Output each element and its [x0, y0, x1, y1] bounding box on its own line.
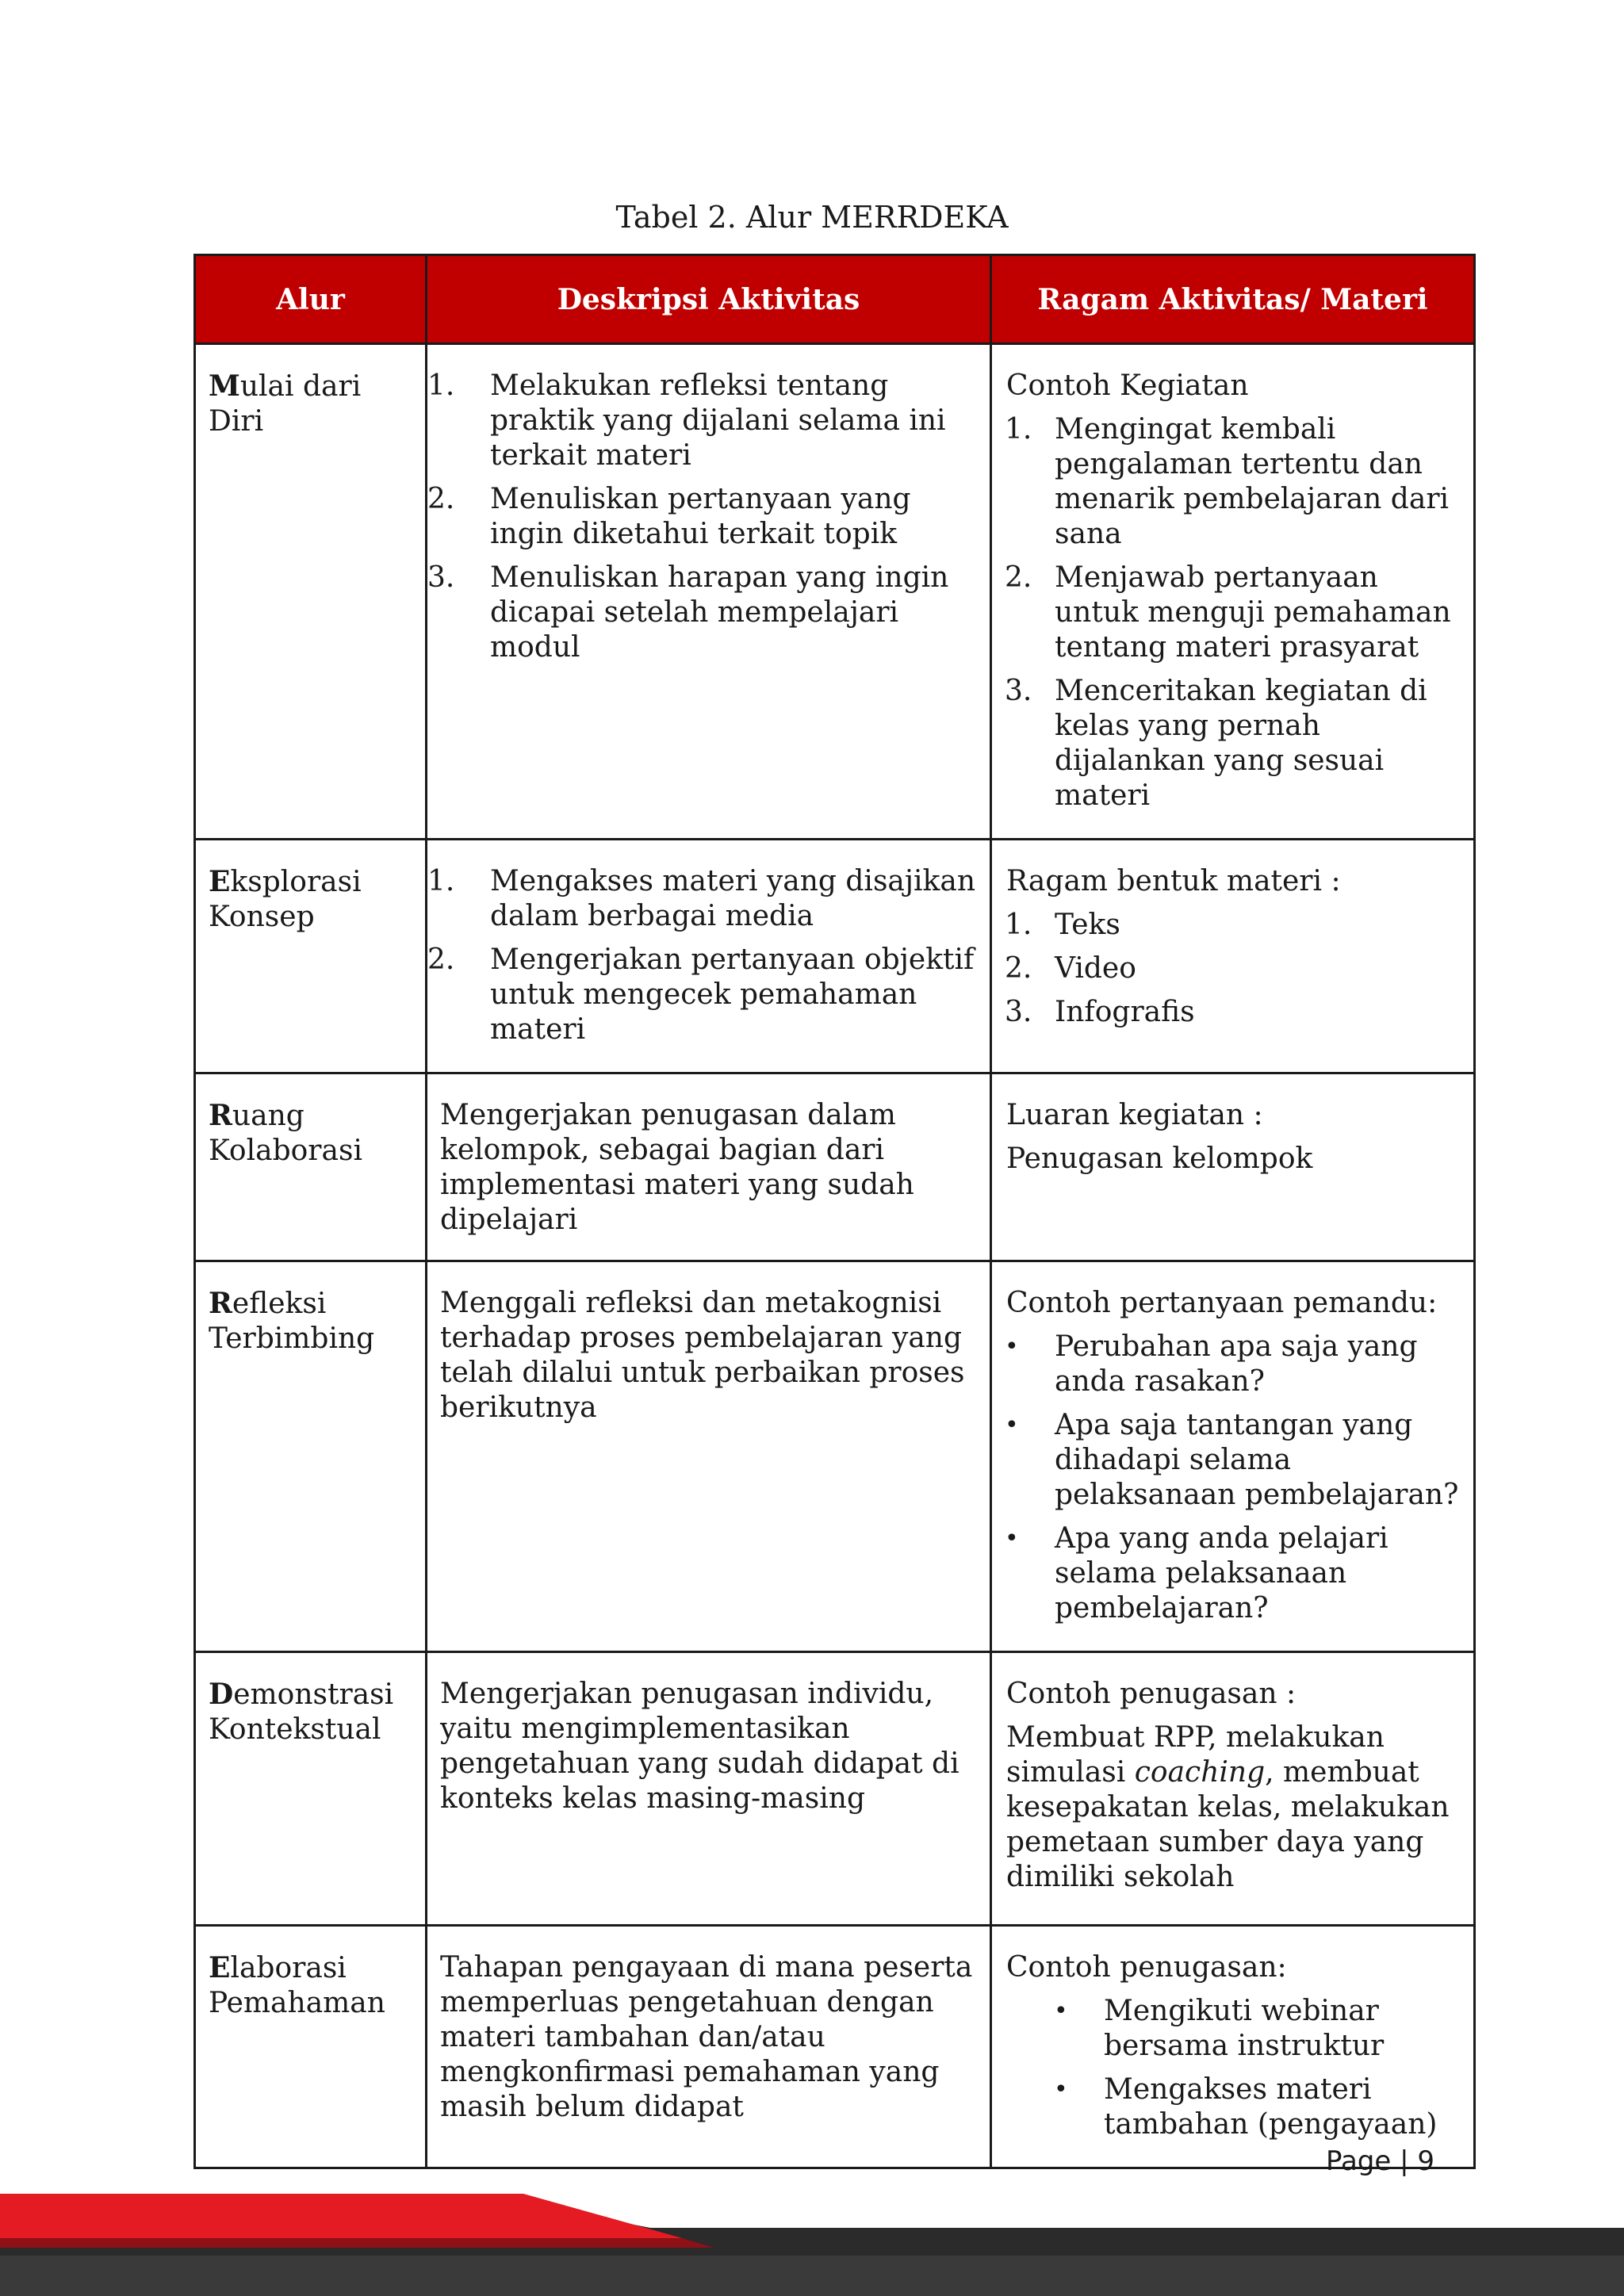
table-row [195, 344, 1475, 840]
header-ragam: Ragam Aktivitas/ Materi [991, 255, 1475, 344]
materi-cell [991, 840, 1475, 1073]
deskripsi-text: Menggali refleksi dan metakognisi terhadap proses pembelajaran yang telah dilalui untuk perbaikan proses berikutnya [440, 1287, 965, 1424]
materi-intro: Contoh pertanyaan pemandu: [1006, 1287, 1438, 1319]
list-item: • Mengikuti webinar bersama instruktur [1054, 1995, 1385, 2062]
table-row [195, 1261, 1475, 1652]
deskripsi-text: Tahapan pengayaan di mana peserta memperluas pengetahuan dengan materi tambahan dan/atau mengkonfirmasi pemahaman yang masih belum didapat [440, 1951, 973, 2123]
deskripsi-cell [427, 840, 991, 1073]
list-item: 1. Mengingat kembali pengalaman tertentu dan menarik pembelajaran dari sana [1005, 413, 1450, 550]
list-item: 3. Infografis [1005, 996, 1195, 1028]
alur-initial: M [209, 369, 240, 403]
table-header-row [195, 255, 1475, 344]
list-item: 2. Video [1005, 952, 1136, 985]
alur-cell [195, 1261, 427, 1652]
alur-label: uang Kolaborasi [209, 1100, 362, 1167]
deskripsi-text: Mengerjakan penugasan individu, yaitu mengimplementasikan pengetahuan yang sudah didapat di konteks kelas masing-masing [440, 1678, 959, 1815]
list-item: 3. Menceritakan kegiatan di kelas yang pernah dijalankan yang sesuai materi [1005, 675, 1427, 812]
list-item: • Perubahan apa saja yang anda rasakan? [1005, 1330, 1418, 1398]
bullet-icon: • [1054, 1997, 1068, 2025]
bullet-icon: • [1005, 1525, 1019, 1552]
alur-initial: R [209, 1287, 232, 1320]
materi-cell [991, 1261, 1475, 1652]
alur-cell [195, 840, 427, 1073]
list-item: 1. Mengakses materi yang disajikan dalam berbagai media [427, 865, 976, 932]
materi-intro: Ragam bentuk materi : [1006, 865, 1341, 897]
list-item: 2. Menuliskan pertanyaan yang ingin diketahui terkait topik [427, 483, 911, 550]
footer-decoration [0, 2168, 1624, 2296]
materi-intro: Contoh penugasan: [1006, 1951, 1287, 1984]
alur-label: ksplorasi Konsep [209, 866, 362, 933]
deskripsi-cell [427, 1073, 991, 1261]
alur-label: laborasi Pemahaman [209, 1952, 385, 2019]
table-row [195, 1652, 1475, 1926]
deskripsi-cell [427, 1926, 991, 2168]
deskripsi-cell [427, 344, 991, 840]
alur-cell [195, 1073, 427, 1261]
list-item: • Apa yang anda pelajari selama pelaksanaan pembelajaran? [1005, 1522, 1388, 1624]
table-caption: Tabel 2. Alur MERRDEKA [615, 200, 1009, 235]
page-number: Page | 9 [1326, 2145, 1435, 2177]
bullet-icon: • [1005, 1333, 1019, 1360]
alur-label: ulai dari Diri [209, 370, 362, 438]
list-item: 1. Melakukan refleksi tentang praktik yang dijalani selama ini terkait materi [427, 369, 946, 472]
list-item: 3. Menuliskan harapan yang ingin dicapai setelah mempelajari modul [427, 561, 949, 664]
footer-band-bottom [0, 2256, 1624, 2296]
footer-band-shadow [0, 2238, 714, 2248]
header-alur: Alur [195, 255, 427, 344]
alur-label: emonstrasi Kontekstual [209, 1678, 394, 1746]
materi-intro: Contoh Kegiatan [1006, 369, 1249, 402]
table-row [195, 1926, 1475, 2168]
deskripsi-cell [427, 1652, 991, 1926]
bullet-icon: • [1005, 1411, 1019, 1439]
header-deskripsi: Deskripsi Aktivitas [427, 255, 991, 344]
deskripsi-cell [427, 1261, 991, 1652]
materi-cell [991, 344, 1475, 840]
deskripsi-text: Mengerjakan penugasan dalam kelompok, sebagai bagian dari implementasi materi yang sudah dipelajari [440, 1099, 914, 1236]
materi-text: Membuat RPP, melakukan simulasi coaching, membuat kesepakatan kelas, melakukan pemetaan sumber daya yang dimiliki sekolah [1006, 1721, 1450, 1893]
list-item: • Mengakses materi tambahan (pengayaan) [1054, 2073, 1438, 2141]
list-item: 2. Mengerjakan pertanyaan objektif untuk mengecek pemahaman materi [427, 943, 975, 1046]
list-item: 2. Menjawab pertanyaan untuk menguji pemahaman tentang materi prasyarat [1005, 561, 1451, 664]
materi-cell [991, 1652, 1475, 1926]
alur-initial: R [209, 1099, 232, 1132]
bullet-icon: • [1054, 2076, 1068, 2103]
table-row [195, 1073, 1475, 1261]
alur-cell [195, 1652, 427, 1926]
materi-cell [991, 1073, 1475, 1261]
alur-initial: E [209, 1951, 231, 1984]
footer-band-red [0, 2194, 682, 2238]
alur-initial: D [209, 1678, 234, 1711]
merrdeka-table [193, 254, 1476, 2169]
list-item: 1. Teks [1005, 909, 1120, 941]
table-row [195, 840, 1475, 1073]
list-item: • Apa saja tantangan yang dihadapi selama pelaksanaan pembelajaran? [1005, 1409, 1459, 1511]
alur-cell [195, 1926, 427, 2168]
alur-cell [195, 344, 427, 840]
materi-intro: Luaran kegiatan : [1006, 1099, 1263, 1131]
alur-initial: E [209, 865, 231, 898]
materi-cell [991, 1926, 1475, 2168]
materi-intro: Contoh penugasan : [1006, 1678, 1297, 1710]
materi-text: Penugasan kelompok [1006, 1142, 1313, 1175]
alur-label: efleksi Terbimbing [209, 1288, 375, 1355]
